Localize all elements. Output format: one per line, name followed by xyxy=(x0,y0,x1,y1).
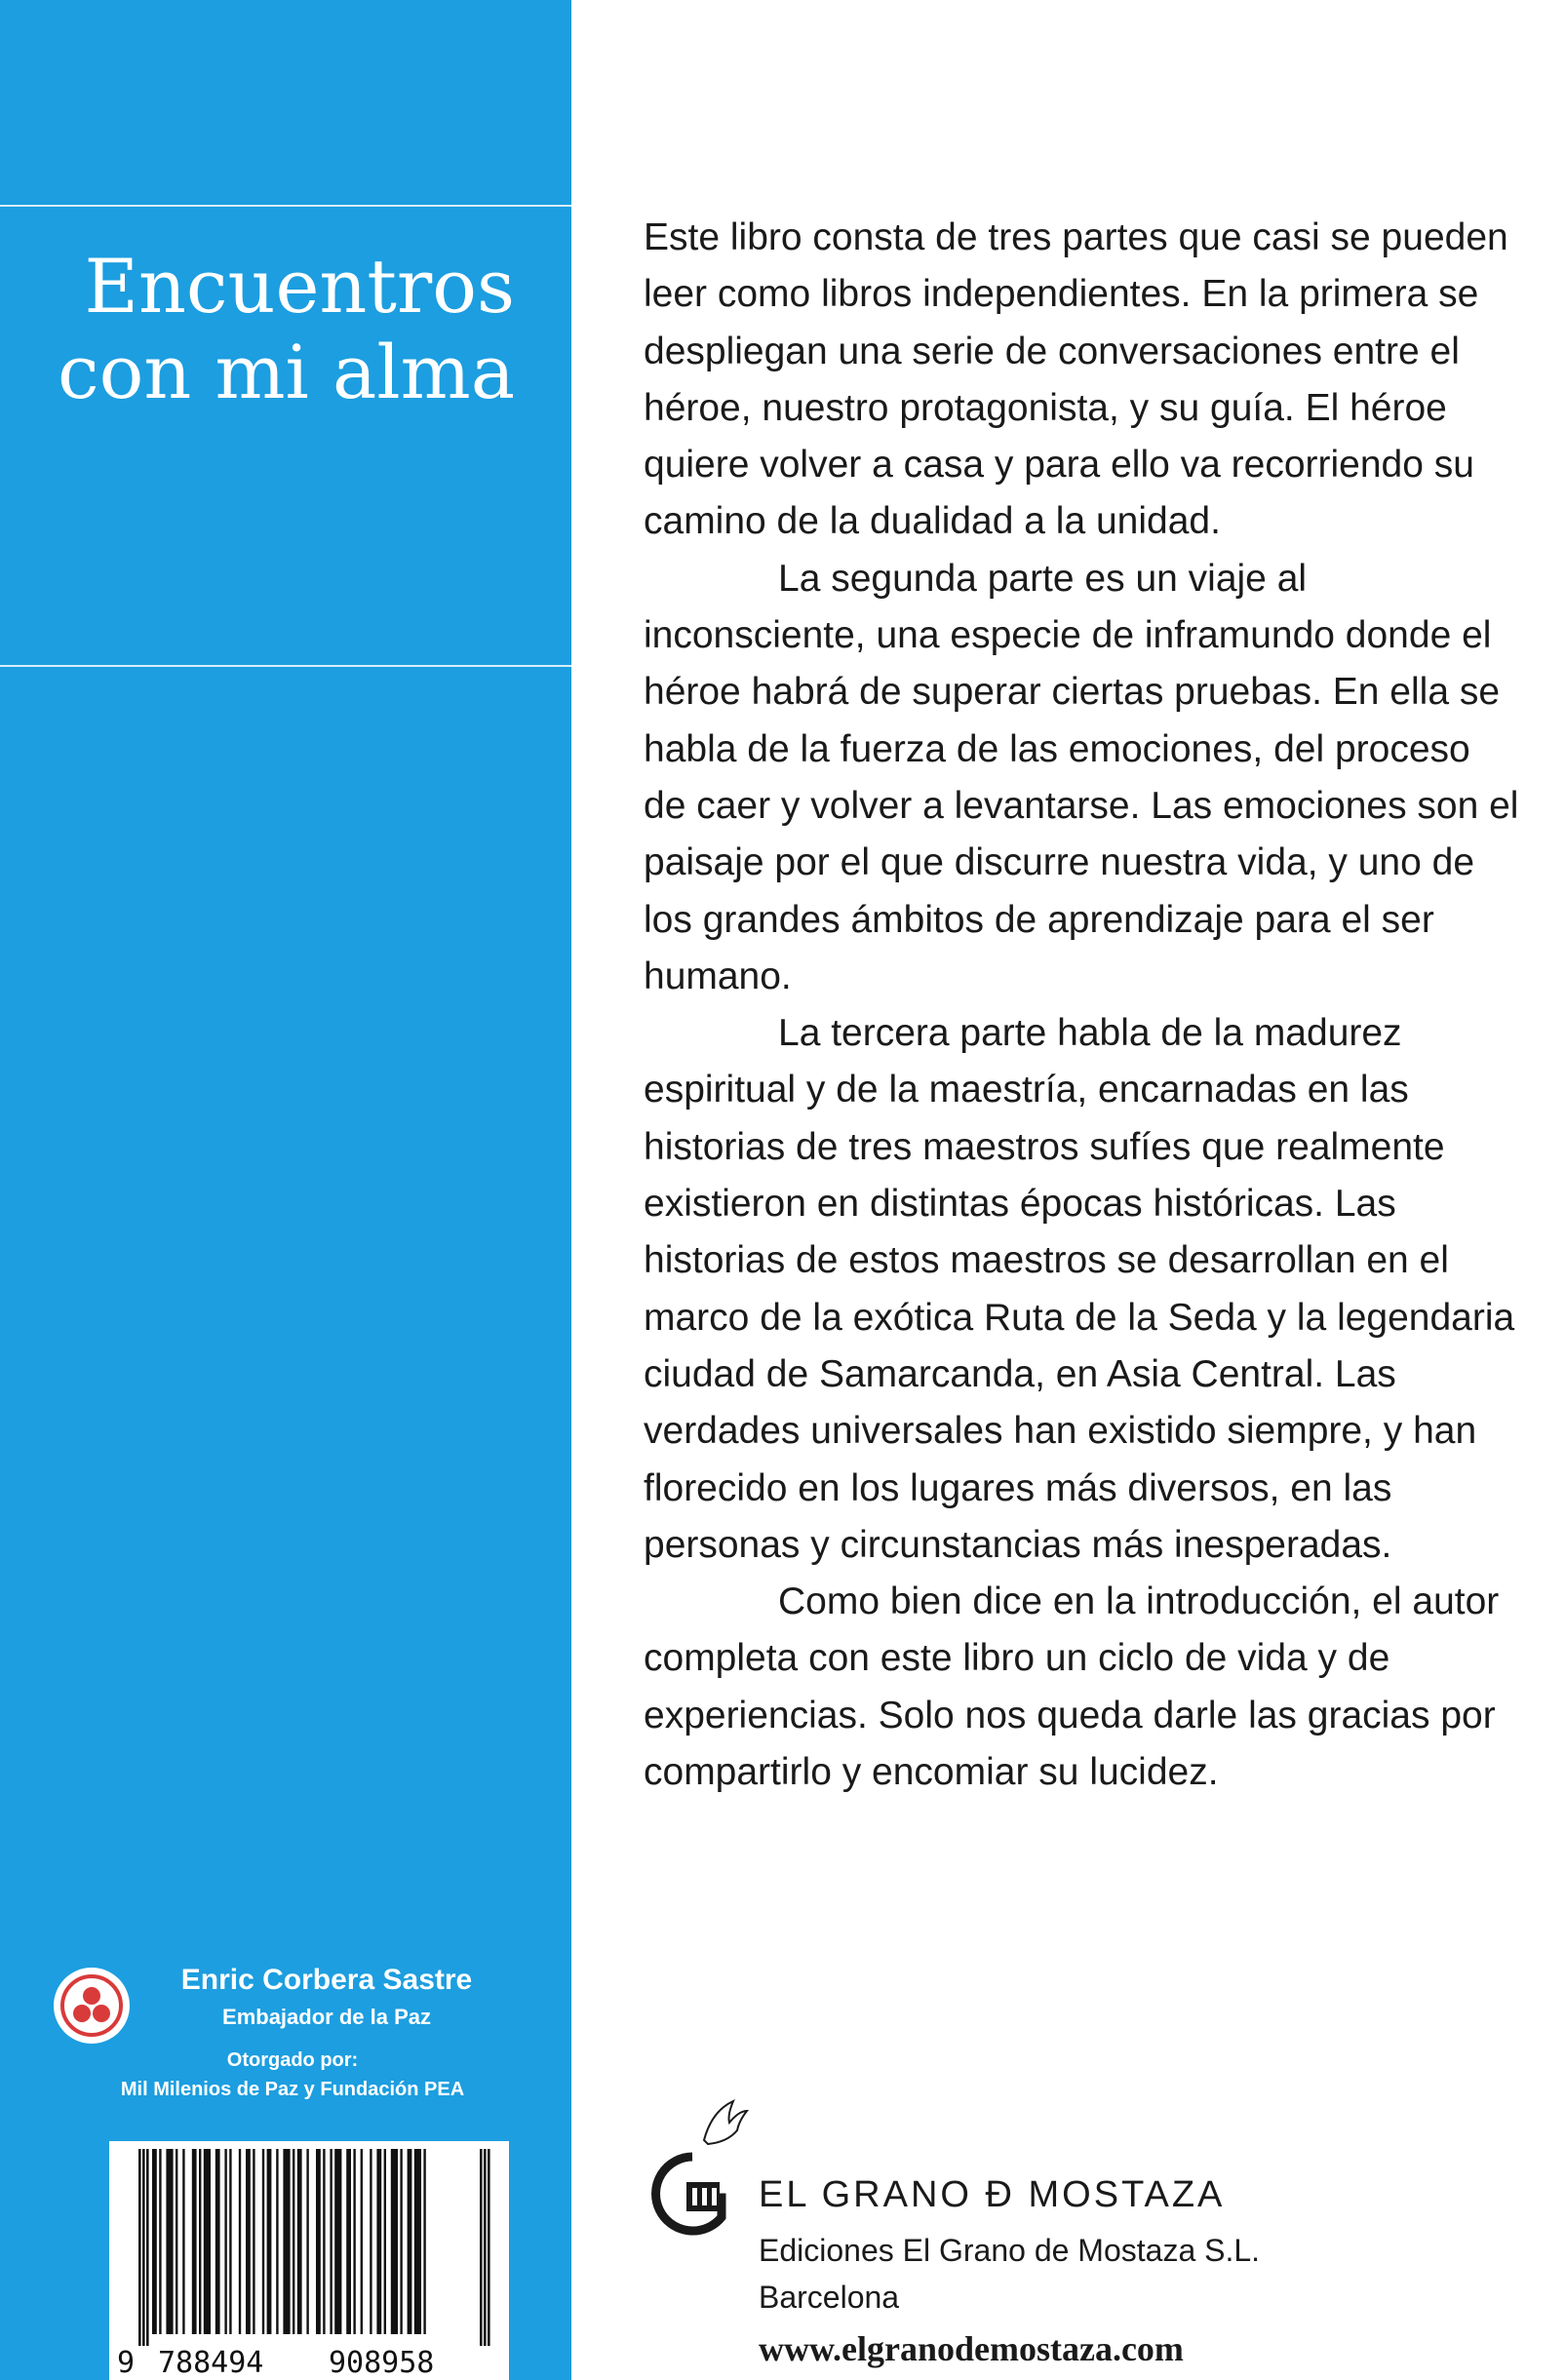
publisher-name: EL GRANO Ð MOSTAZA xyxy=(759,2174,1226,2215)
award-granted-by xyxy=(49,2046,536,2104)
top-divider xyxy=(0,205,571,207)
book-title xyxy=(0,244,515,415)
blue-spine-panel xyxy=(0,0,571,2380)
title-line-1: Encuentros xyxy=(84,243,515,330)
award-granted-org: Mil Milenios de Paz y Fundación PEA xyxy=(120,2079,465,2100)
publisher-city: Barcelona xyxy=(759,2280,900,2315)
award-role: Embajador de la Paz xyxy=(222,2005,431,2029)
title-line-2: con mi alma xyxy=(58,329,515,415)
isbn-number xyxy=(109,2346,509,2380)
isbn-right-group: 908958 xyxy=(329,2346,435,2380)
award-recipient-name: Enric Corbera Sastre xyxy=(180,1964,473,1996)
blurb-paragraph: Este libro consta de tres partes que casi se pueden leer como libros independientes. En la primera se despliegan una serie de conversaciones entre el héroe, nuestro protagonista, y su guía. El héroe quiere volver a casa y para ello va recorriendo su camino de la dualidad a la unidad. xyxy=(644,216,1508,543)
barcode-bars-icon xyxy=(109,2141,509,2346)
publisher-company: Ediciones El Grano de Mostaza S.L. xyxy=(759,2233,1261,2268)
back-cover-blurb xyxy=(644,210,1521,1801)
isbn-prefix-digit: 9 xyxy=(117,2346,136,2380)
grain-of-mustard-bird-logo-icon xyxy=(644,2096,751,2243)
blurb-paragraph: La tercera parte habla de la madurez espiritual y de la maestría, encarnadas en las historias de tres maestros sufíes que realmente existieron en distintas épocas históricas. Las historias de estos maestros se desarrollan en el marco de la exótica Ruta de la Seda y la legendaria ciudad de Samarcanda, en Asia Central. Las verdades universales han existido siempre, y han florecido en los lugares más diversos, en las personas y circunstancias más inesperadas. xyxy=(644,1012,1515,1566)
award-granted-label: Otorgado por: xyxy=(226,2049,359,2071)
isbn-left-group: 788494 xyxy=(158,2346,264,2380)
peace-ambassador-emblem-icon xyxy=(54,1968,130,2044)
isbn-barcode xyxy=(109,2141,509,2380)
blurb-paragraph: Como bien dice en la introducción, el autor completa con este libro un ciclo de vida y de experiencias. Solo nos queda darle las gracias por compartirlo y encomiar su lucidez. xyxy=(644,1580,1500,1794)
bottom-divider xyxy=(0,665,571,667)
blurb-paragraph: La segunda parte es un viaje al inconsciente, una especie de inframundo donde el héroe habrá de superar ciertas pruebas. En ella se habla de la fuerza de las emociones, del proceso de caer y volver a levantarse. Las emociones son el paisaje por el que discurre nuestra vida, y uno de los grandes ámbitos de aprendizaje para el ser humano. xyxy=(644,557,1519,997)
publisher-website[interactable]: www.elgranodemostaza.com xyxy=(759,2329,1184,2368)
